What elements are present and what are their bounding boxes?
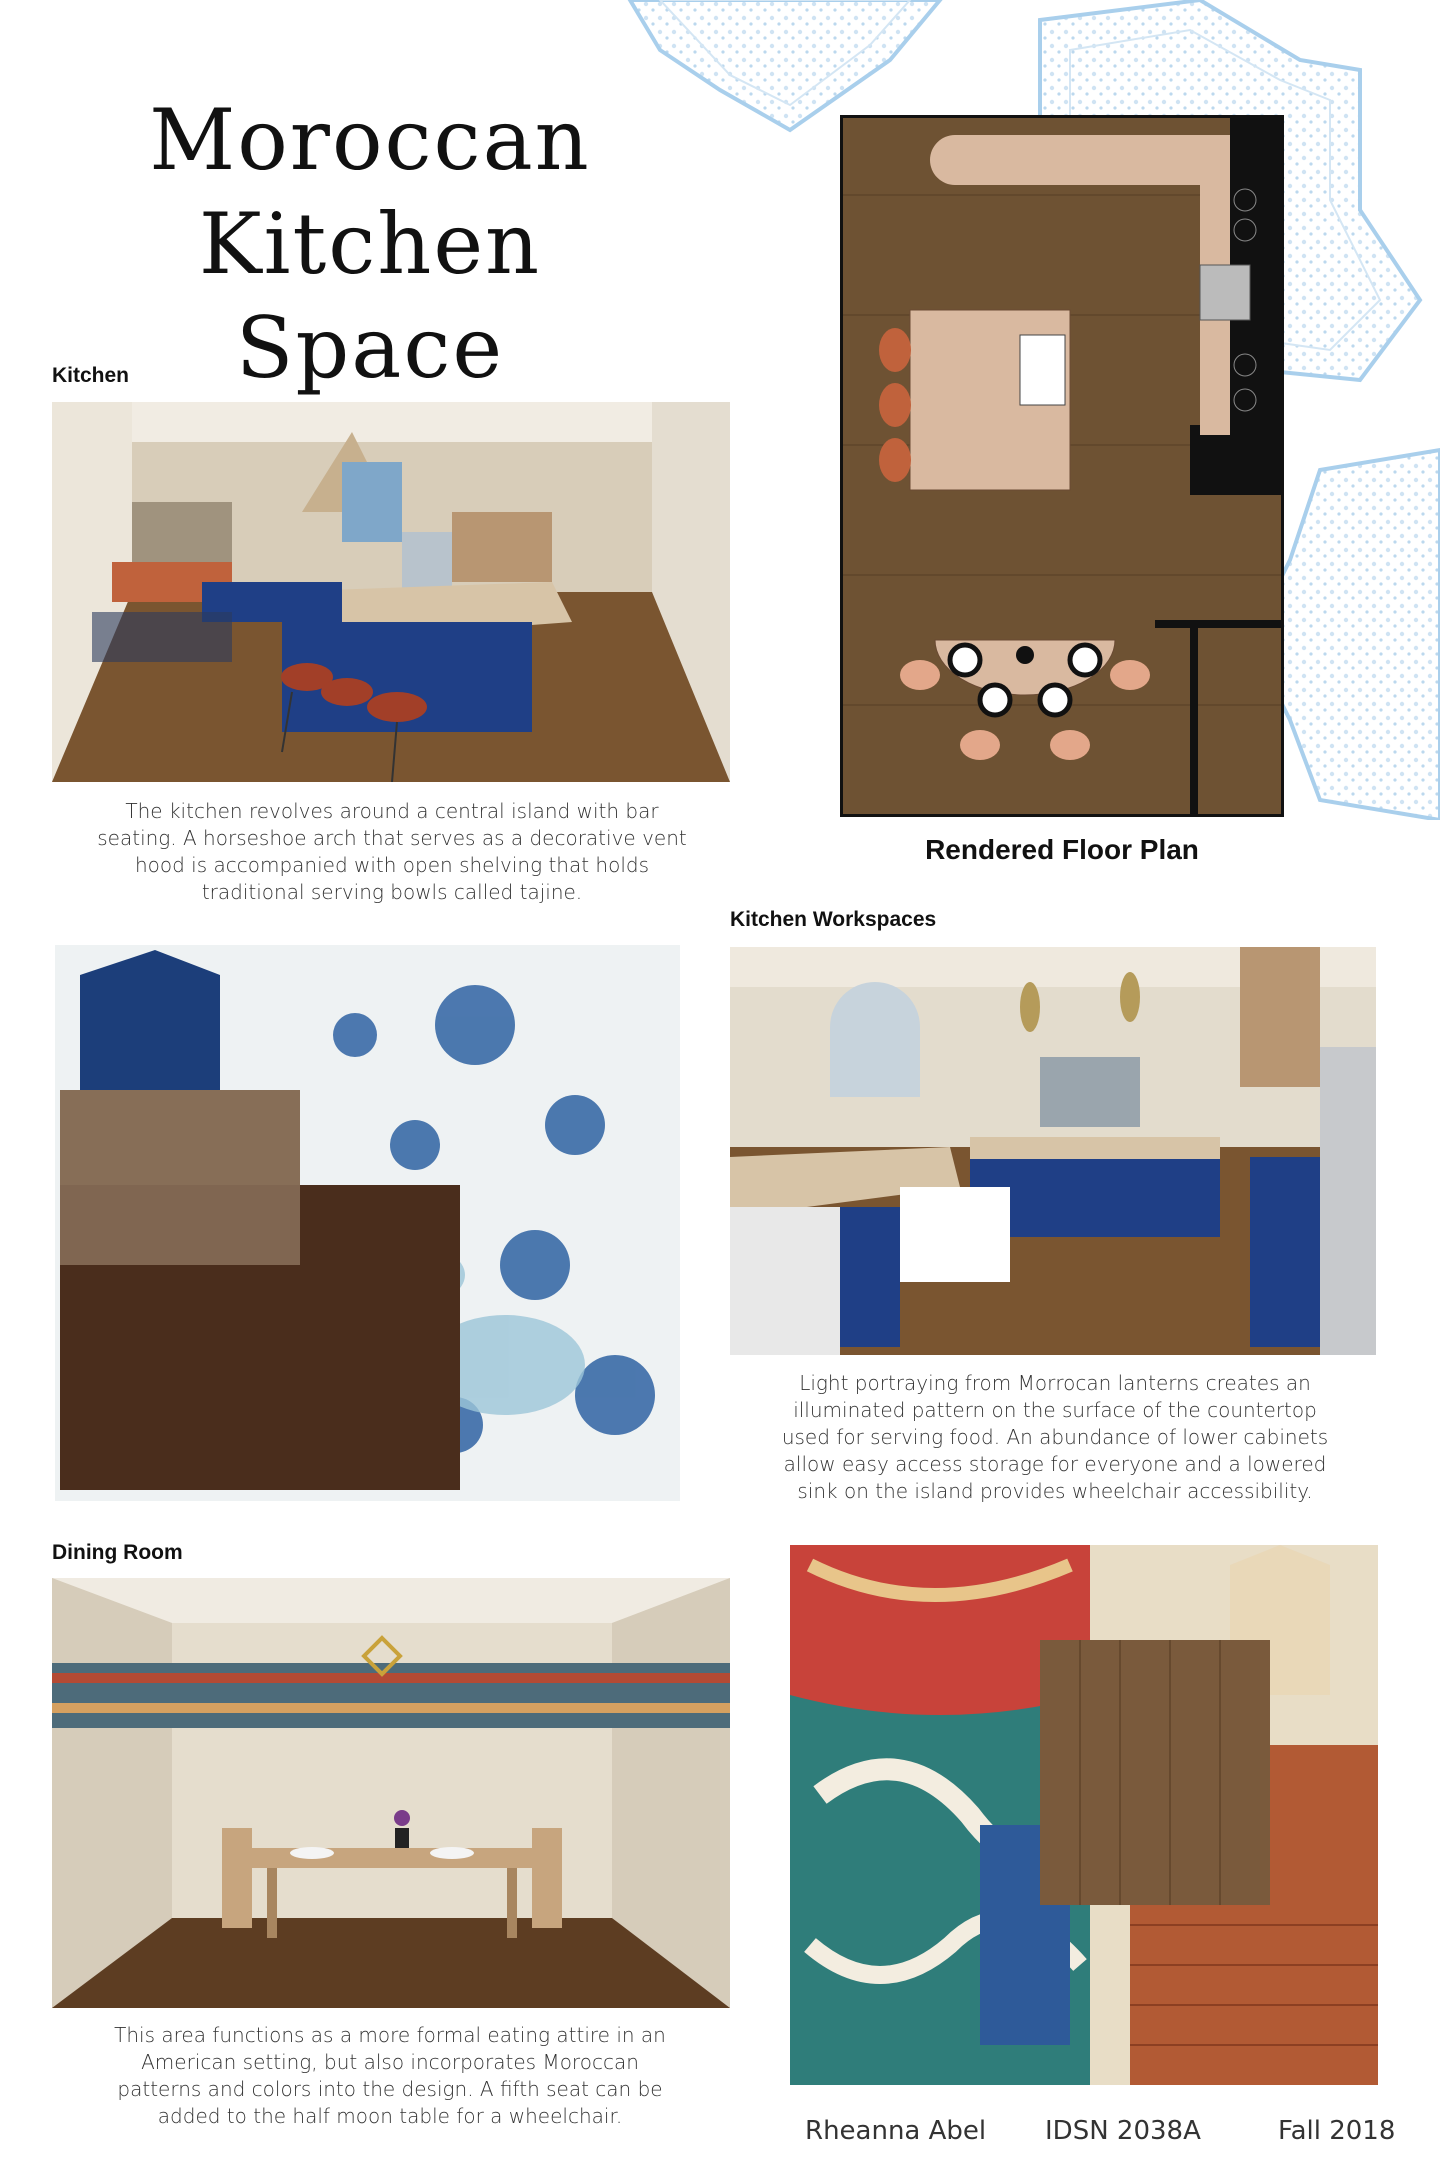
kitchen-render-image (52, 402, 730, 782)
kitchen-workspace-render-image (730, 947, 1376, 1355)
title-line-1: Moroccan (149, 91, 591, 189)
footer-author: Rheanna Abel (805, 2116, 987, 2146)
dining-room-render-image (52, 1578, 730, 2008)
dining-label: Dining Room (52, 1541, 183, 1564)
material-board-patterned-tile-image (790, 1545, 1378, 2085)
kitchen-caption: The kitchen revolves around a central island with bar seating. A horseshoe arch that serves as a decorative vent hood is accompanied with open shelving that holds traditional serving bowls called tajine. (97, 799, 687, 904)
material-board-blue-tile-image (55, 945, 680, 1501)
dining-caption: This area functions as a more formal eating attire in an American setting, but also incorporates Moroccan patterns and colors into the design. A fifth seat can be added to the half moon table for a wheelchair. (114, 2023, 666, 2128)
footer-term: Fall 2018 (1278, 2116, 1396, 2146)
footer-course: IDSN 2038A (1045, 2116, 1201, 2146)
kitchen-label: Kitchen (52, 364, 130, 387)
title-line-2: Kitchen Space (198, 195, 542, 397)
workspaces-caption: Light portraying from Morrocan lanterns creates an illuminated pattern on the surface of the countertop used for serving food. An abundance of lower cabinets allow easy access storage for everyone and a lowered sink on the island provides wheelchair accessibility. (781, 1371, 1329, 1503)
floor-plan-label: Rendered Floor Plan (925, 834, 1199, 865)
page-title (60, 88, 680, 400)
floor-plan-image (840, 115, 1284, 817)
workspaces-label: Kitchen Workspaces (730, 908, 937, 931)
